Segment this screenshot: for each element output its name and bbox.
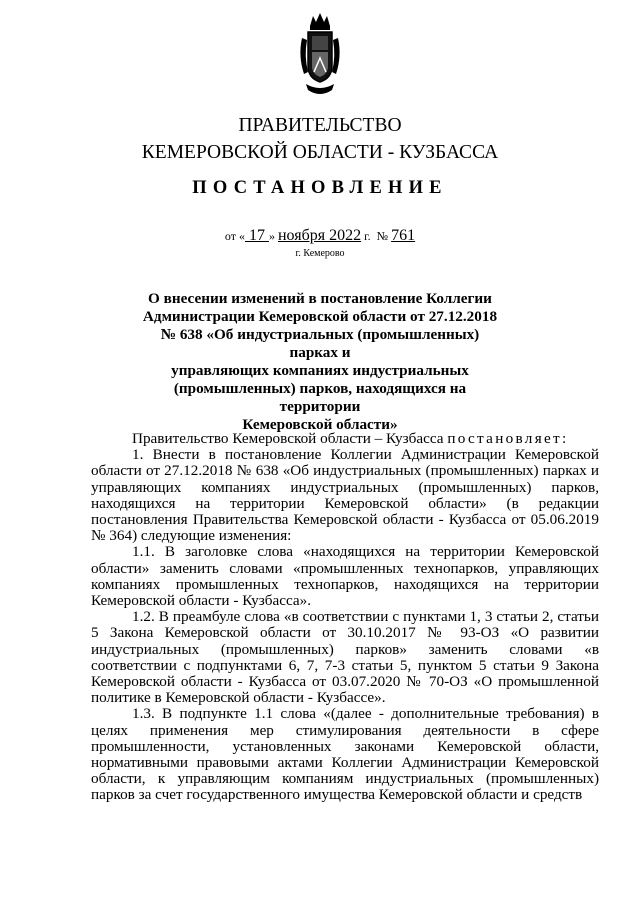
document-subject <box>140 290 500 434</box>
subject-line: управляющих компаниях индустриальных <box>171 362 469 379</box>
date-month-year: ноября 2022 <box>277 227 362 244</box>
subject-line: Кемеровской области» <box>242 416 398 433</box>
coat-of-arms-emblem <box>296 8 344 100</box>
date-year-suffix: г. <box>364 229 371 243</box>
date-close-quote: » <box>268 229 275 243</box>
paragraph-1-1: 1.1. В заголовке слова «находящихся на территории Кемеровской области» заменить словами «промышленных технопарков, управляющих компаниях промышленных технопарков, находящихся на территории Кемеровской области - Кузбасса». <box>91 543 599 610</box>
paragraph-1-2: 1.2. В преамбуле слова «в соответствии с пунктами 1, 3 статьи 2, статьи 5 Закона Кемеровской области от 30.10.2017 № 93-ОЗ «О развитии индустриальных (промышленных) парков» заменить словами «в соответствии с подпунктами 6, 7, 7-3 статьи 5, пунктом 5 статьи 9 Закона Кемеровской области - Кузбасса от 03.07.2020 № 70-ОЗ «О промышленной политике в Кемеровской области - Кузбассе». <box>91 608 599 707</box>
date-day: 17 <box>248 227 265 244</box>
paragraph-1-3: 1.3. В подпункте 1.1 слова «(далее - дополнительные требования) в целях применения мер стимулирования деятельности в сфере промышленности, установленных законами Кемеровской области, нормативными правовыми актами Коллегии Администрации Кемеровской области, к управляющим компаниям индустриальных (промышленных) парков за счет государственного имущества Кемеровской области и средств <box>91 705 599 804</box>
paragraph-1: 1. Внести в постановление Коллегии Администрации Кемеровской области от 27.12.2018 № 638 «Об индустриальных (промышленных) парках и управляющих компаниях индустриальных (промышленных) парков, находящихся на территории Кемеровской области» (в редакции постановления Правительства Кемеровской области - Кузбасса от 05.06.2019 № 364) следующие изменения: <box>91 446 599 545</box>
number-sign: № <box>376 229 389 243</box>
date-prefix: от <box>224 229 236 243</box>
intro-paragraph: Правительство Кемеровской области – Кузбасса постановляет: <box>132 430 567 447</box>
subject-line: (промышленных) парков, находящихся на территории <box>173 380 467 415</box>
document-number: 761 <box>391 227 416 244</box>
subject-line: № 638 «Об индустриальных (промышленных) парках и <box>160 326 480 361</box>
document-body <box>91 431 599 804</box>
document-date-line <box>0 227 640 245</box>
document-type-title: ПОСТАНОВЛЕНИЕ <box>192 178 448 198</box>
subject-line: О внесении изменений в постановление Коллегии <box>148 290 492 307</box>
document-city: г. Кемерово <box>295 248 345 259</box>
date-open-quote: « <box>238 229 245 243</box>
subject-line: Администрации Кемеровской области от 27.12.2018 <box>142 308 498 325</box>
government-title-line1: ПРАВИТЕЛЬСТВО <box>238 115 402 136</box>
government-title-line2: КЕМЕРОВСКОЙ ОБЛАСТИ - КУЗБАССА <box>141 142 499 163</box>
